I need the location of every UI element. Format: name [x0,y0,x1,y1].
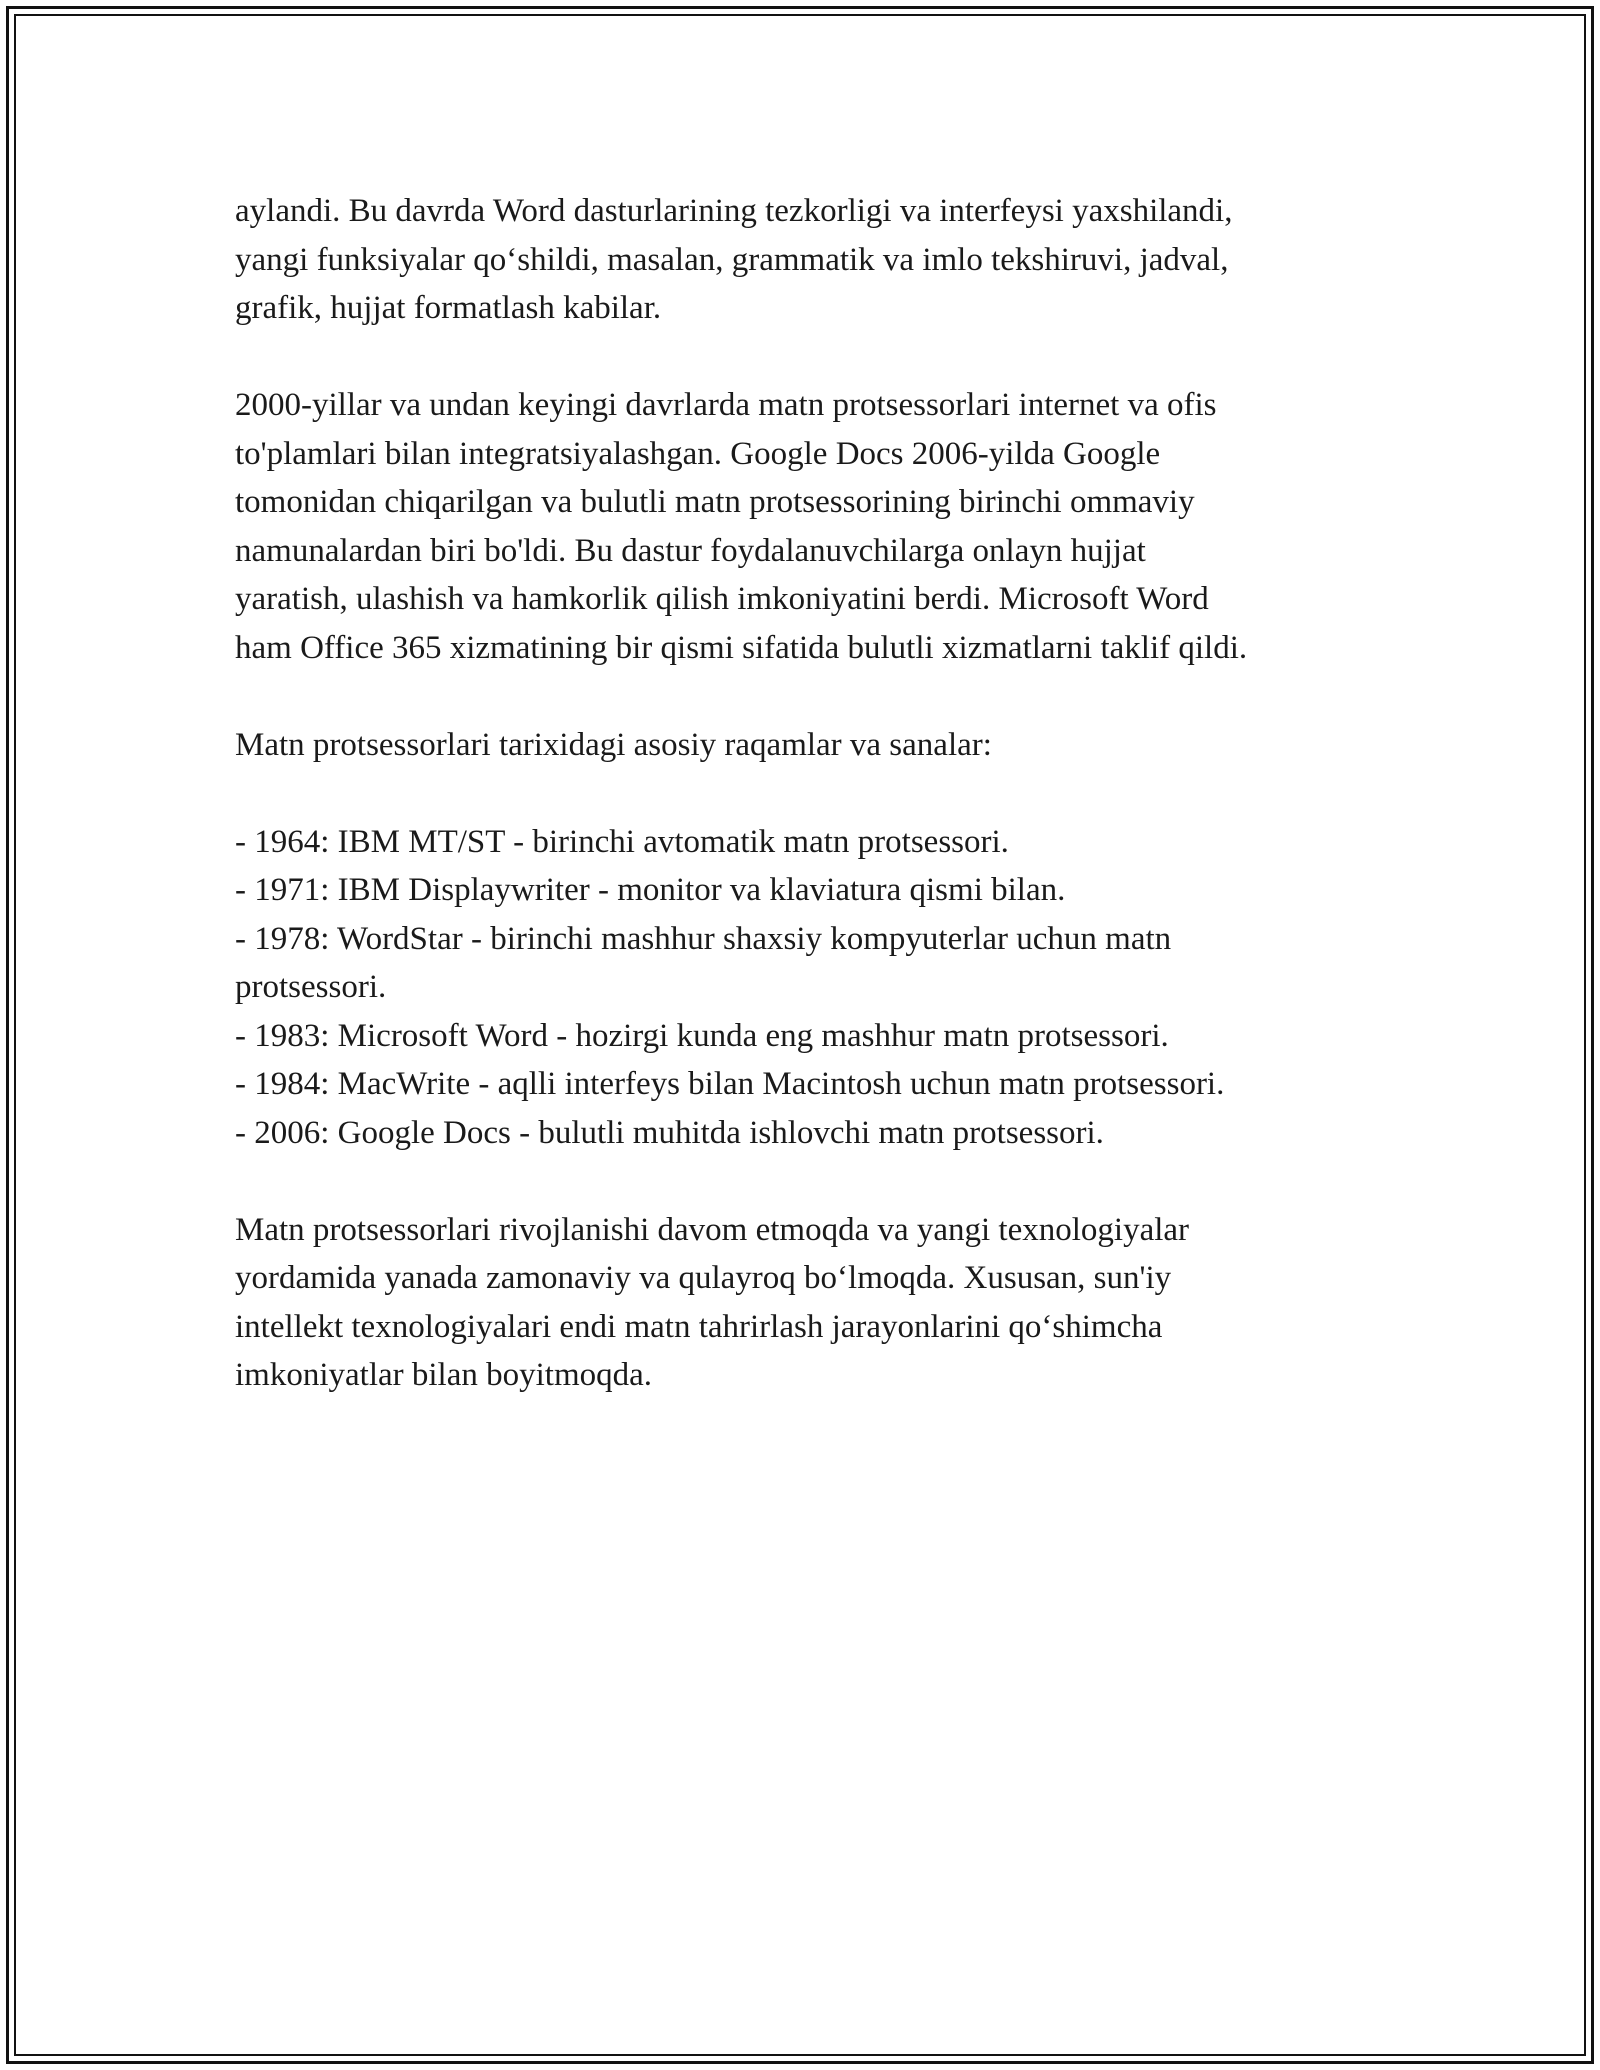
paragraph-cloud-integration: 2000-yillar va undan keyingi davrlarda matn protsessorlari internet va ofis to'plamlari bilan integratsiyalashgan. Google Docs 2006-yilda Google tomonidan chiqarilgan va bulutli matn protsessorining birinchi ommaviy namunalardan biri bo'ldi. Bu dastur foydalanuvchilarga onlayn hujjat yaratish, ulashish va hamkorlik qilish imkoniyatini berdi. Microsoft Word ham Office 365 xizmatining bir qismi sifatida bulutli xizmatlarni taklif qildi. [235,387,1248,666]
document-body [235,187,1385,1448]
timeline-list [235,818,1385,1158]
paragraph-closing: Matn protsessorlari rivojlanishi davom etmoqda va yangi texnologiyalar yordamida yanada zamonaviy va qulayroq bo‘lmoqda. Xususan, sun'iy intellekt texnologiyalari endi matn tahrirlash jarayonlarini qo‘shimcha imkoniyatlar bilan boyitmoqda. [235,1211,1190,1393]
timeline-item-1971: - 1971: IBM Displaywriter - monitor va klaviatura qismi bilan. [235,872,1066,908]
timeline-item-1964: - 1964: IBM MT/ST - birinchi avtomatik matn protsessori. [235,823,1009,860]
timeline-item-2006: - 2006: Google Docs - bulutli muhitda ishlovchi matn protsessori. [235,1114,1104,1151]
timeline-item-1983: - 1983: Microsoft Word - hozirgi kunda eng mashhur matn protsessori. [235,1017,1169,1054]
paragraph-timeline-intro: Matn protsessorlari tarixidagi asosiy raqamlar va sanalar: [235,726,992,763]
timeline-item-1984: - 1984: MacWrite - aqlli interfeys bilan Macintosh uchun matn protsessori. [235,1066,1225,1102]
paragraph-word-improvements: aylandi. Bu davrda Word dasturlarining tezkorligi va interfeysi yaxshilandi, yangi funksiyalar qo‘shildi, masalan, grammatik va imlo tekshiruvi, jadval, grafik, hujjat formatlash kabilar. [235,193,1233,326]
timeline-item-1978: - 1978: WordStar - birinchi mashhur shaxsiy kompyuterlar uchun matn protsessori. [235,920,1172,1005]
